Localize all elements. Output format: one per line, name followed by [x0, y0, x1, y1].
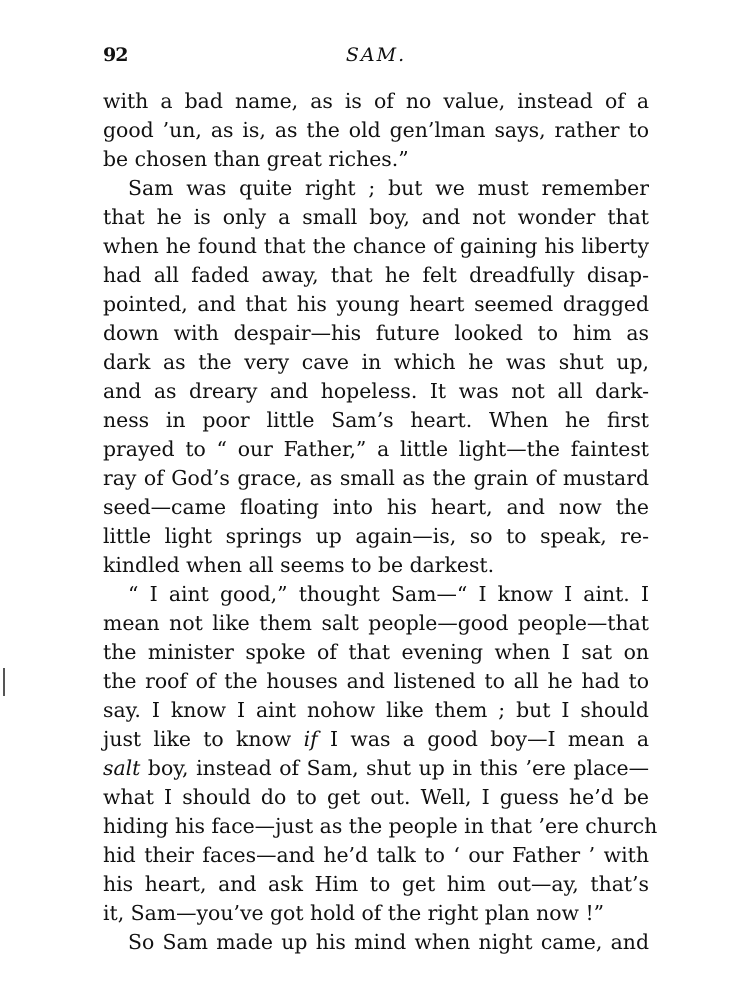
- text-line: hid their faces—and he’d talk to ‘ our Father ’ with: [103, 843, 649, 867]
- text-line: it, Sam—you’ve got hold of the right plan now !”: [103, 901, 605, 925]
- text-line: down with despair—his future looked to him as: [103, 321, 649, 345]
- text-line: and as dreary and hopeless. It was not all dark-: [103, 379, 649, 403]
- text-line: the roof of the houses and listened to all he had to: [103, 669, 649, 693]
- text-line: “ I aint good,” thought Sam—“ I know I aint. I: [128, 582, 649, 606]
- page-number: 92: [103, 44, 128, 66]
- text-line: had all faded away, that he felt dreadfully disap-: [103, 263, 649, 287]
- text-segment: just like to know: [103, 727, 292, 751]
- running-title: SAM.: [345, 44, 407, 66]
- text-line: [103, 754, 649, 782]
- text-line: that he is only a small boy, and not wonder that: [103, 205, 649, 229]
- text-line: kindled when all seems to be darkest.: [103, 553, 495, 577]
- text-segment: boy, instead of Sam, shut up in this ’ere place—: [147, 756, 650, 780]
- text-line: his heart, and ask Him to get him out—ay, that’s: [103, 872, 649, 896]
- text-line: prayed to “ our Father,” a little light—the faintest: [103, 437, 649, 461]
- text-line: So Sam made up his mind when night came, and: [128, 930, 649, 954]
- text-line: ness in poor little Sam’s heart. When he first: [103, 408, 649, 432]
- text-line: when he found that the chance of gaining his liberty: [103, 234, 649, 258]
- text-line: good ’un, as is, as the old gen’lman says, rather to: [103, 118, 649, 142]
- text-line: pointed, and that his young heart seemed dragged: [103, 292, 649, 316]
- text-line: [103, 725, 649, 753]
- text-line: little light springs up again—is, so to speak, re-: [103, 524, 649, 548]
- text-line: be chosen than great riches.”: [103, 147, 409, 171]
- text-line: mean not like them salt people—good people—that: [103, 611, 649, 635]
- text-line: what I should do to get out. Well, I guess he’d be: [103, 785, 649, 809]
- text-segment: I was a good boy—I mean a: [329, 727, 650, 751]
- text-line: ray of God’s grace, as small as the grain of mustard: [103, 466, 649, 490]
- italic-word: if: [303, 727, 318, 751]
- italic-word: salt: [103, 756, 141, 780]
- text-line: with a bad name, as is of no value, instead of a: [103, 89, 649, 113]
- text-line: the minister spoke of that evening when I sat on: [103, 640, 649, 664]
- text-line: dark as the very cave in which he was shut up,: [103, 350, 649, 374]
- text-line: hiding his face—just as the people in that ’ere church: [103, 814, 658, 838]
- text-line: Sam was quite right ; but we must remember: [128, 176, 649, 200]
- page-header: [103, 44, 649, 74]
- scan-edge-mark: [3, 668, 5, 696]
- text-line: say. I know I aint nohow like them ; but I should: [103, 698, 649, 722]
- text-line: seed—came floating into his heart, and now the: [103, 495, 649, 519]
